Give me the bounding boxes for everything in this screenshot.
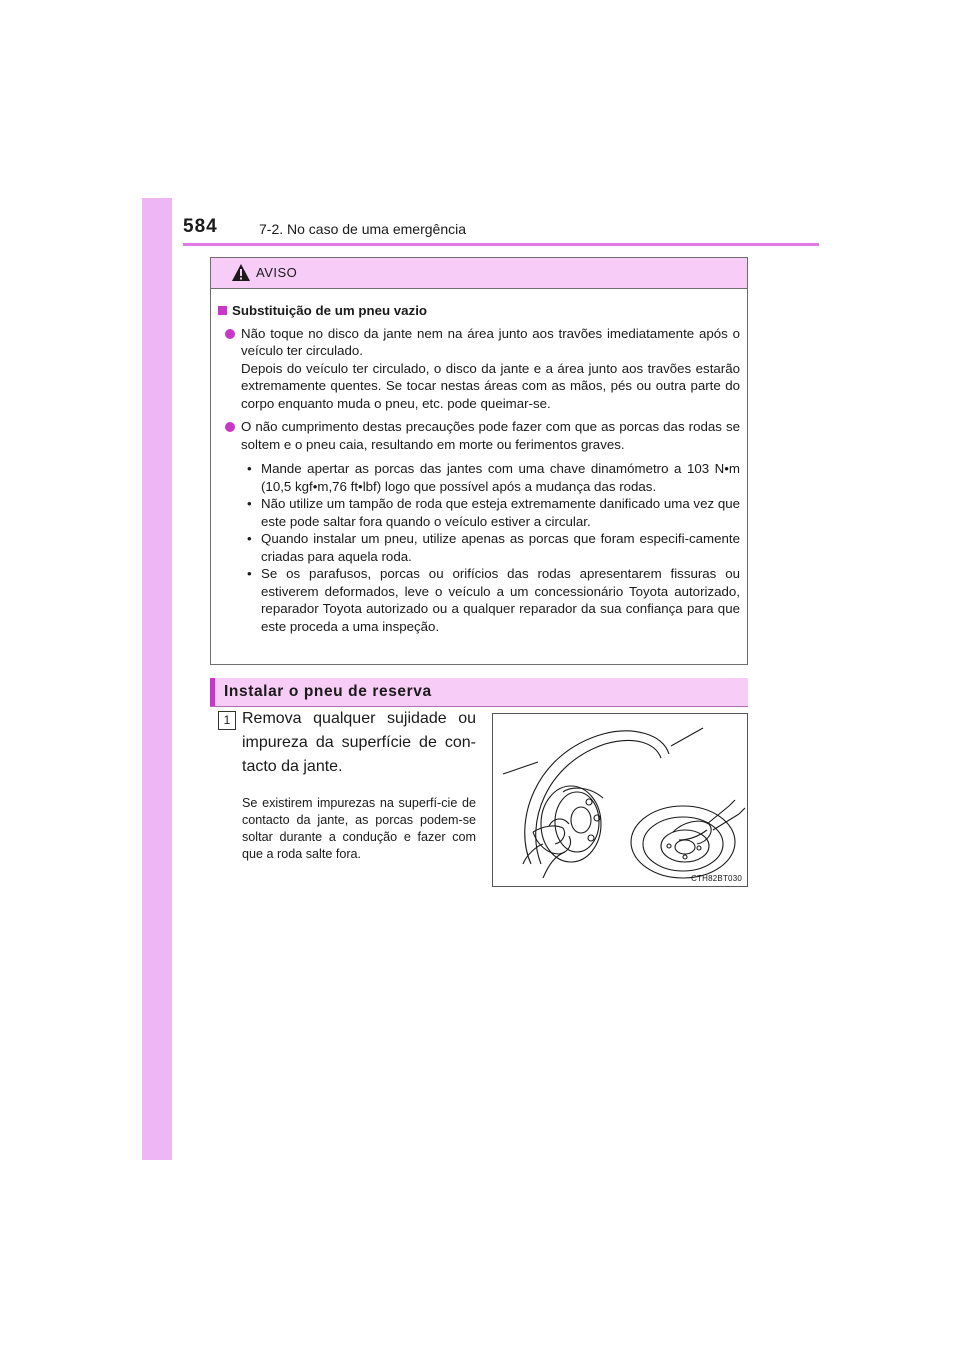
page-number: 584 bbox=[183, 216, 218, 237]
section-title: Instalar o pneu de reserva bbox=[224, 683, 432, 700]
warning-body bbox=[211, 289, 747, 635]
warning-bullet-2 bbox=[218, 418, 740, 453]
section-accent bbox=[210, 678, 215, 706]
warning-title: AVISO bbox=[256, 265, 298, 280]
warning-bullet-1-line2: Depois do veículo ter circulado, o disco da jante e a área junto aos travões estarão extremamente quentes. Se tocar nestas áreas com as mãos, pés ou outra parte do corpo enquanto muda o pneu, etc. pode queimar-se. bbox=[241, 360, 740, 411]
warning-header bbox=[211, 258, 747, 289]
sub-item-text: Mande apertar as porcas das jantes com uma chave dinamómetro a 103 N•m (10,5 kgf•m,76 ft•lbf) logo que possível após a mudança das rodas. bbox=[261, 461, 740, 494]
header-rule bbox=[183, 243, 819, 246]
warning-bullet-1-line1: Não toque no disco da jante nem na área junto aos travões imediatamente após o veículo ter circulado. bbox=[241, 325, 740, 358]
warning-subheading bbox=[218, 302, 740, 320]
illustration-cleaning-wheel bbox=[492, 713, 748, 887]
warning-sub-item: • Se os parafusos, porcas ou orifícios das rodas apresentarem fissuras ou estiverem deformados, leve o veículo a um concessionário Toyota autorizado, reparador Toyota autorizado ou a qualquer reparador da sua confiança para que este proceda a uma inspeção. bbox=[247, 566, 740, 634]
sub-item-text: Quando instalar um pneu, utilize apenas as porcas que foram especifi-camente criadas para aquela roda. bbox=[261, 531, 740, 564]
step-instruction: Remova qualquer sujidade ou impureza da superfície de con-tacto da jante. bbox=[242, 710, 476, 775]
wheel-cleaning-illustration bbox=[493, 714, 748, 887]
warning-sub-item: • Mande apertar as porcas das jantes com uma chave dinamómetro a 103 N•m (10,5 kgf•m,76 ft•lbf) logo que possível após a mudança das rodas. bbox=[247, 461, 740, 494]
dot-bullet-icon bbox=[225, 422, 235, 432]
warning-subheading-text: Substituição de um pneu vazio bbox=[232, 303, 428, 318]
warning-sub-item: • Não utilize um tampão de roda que esteja extremamente danificado uma vez que este pode saltar fora quando o veículo estiver a circular. bbox=[247, 496, 740, 529]
warning-bullet-2-text: O não cumprimento destas precauções pode fazer com que as porcas das rodas se soltem e o pneu caia, resultando em morte ou ferimentos graves. bbox=[241, 419, 740, 452]
chapter-title: 7-2. No caso de uma emergência bbox=[259, 221, 466, 237]
step-note: Se existirem impurezas na superfí-cie de contacto da jante, as porcas podem-se soltar durante a condução e fazer com que a roda salte fora. bbox=[242, 796, 476, 861]
square-bullet-icon bbox=[218, 306, 227, 315]
figure-code: CTH82BT030 bbox=[691, 874, 742, 883]
chapter-side-tab bbox=[142, 198, 172, 1160]
section-header bbox=[210, 678, 748, 706]
warning-bullet-1 bbox=[218, 325, 740, 413]
warning-sub-list bbox=[218, 460, 740, 635]
warning-box bbox=[210, 257, 748, 665]
warning-sub-item: • Quando instalar um pneu, utilize apenas as porcas que foram especifi-camente criadas para aquela roda. bbox=[247, 531, 740, 564]
step-number-badge: 1 bbox=[218, 711, 236, 730]
sub-item-text: Se os parafusos, porcas ou orifícios das rodas apresentarem fissuras ou estiverem deformados, leve o veículo a um concessionário Toyota autorizado, reparador Toyota autorizado ou a qualquer reparador da sua confiança para que este proceda a uma inspeção. bbox=[261, 566, 740, 634]
sub-item-text: Não utilize um tampão de roda que esteja extremamente danificado uma vez que este pode saltar fora quando o veículo estiver a circular. bbox=[261, 496, 740, 529]
warning-triangle-icon bbox=[231, 263, 251, 282]
dot-bullet-icon bbox=[225, 329, 235, 339]
